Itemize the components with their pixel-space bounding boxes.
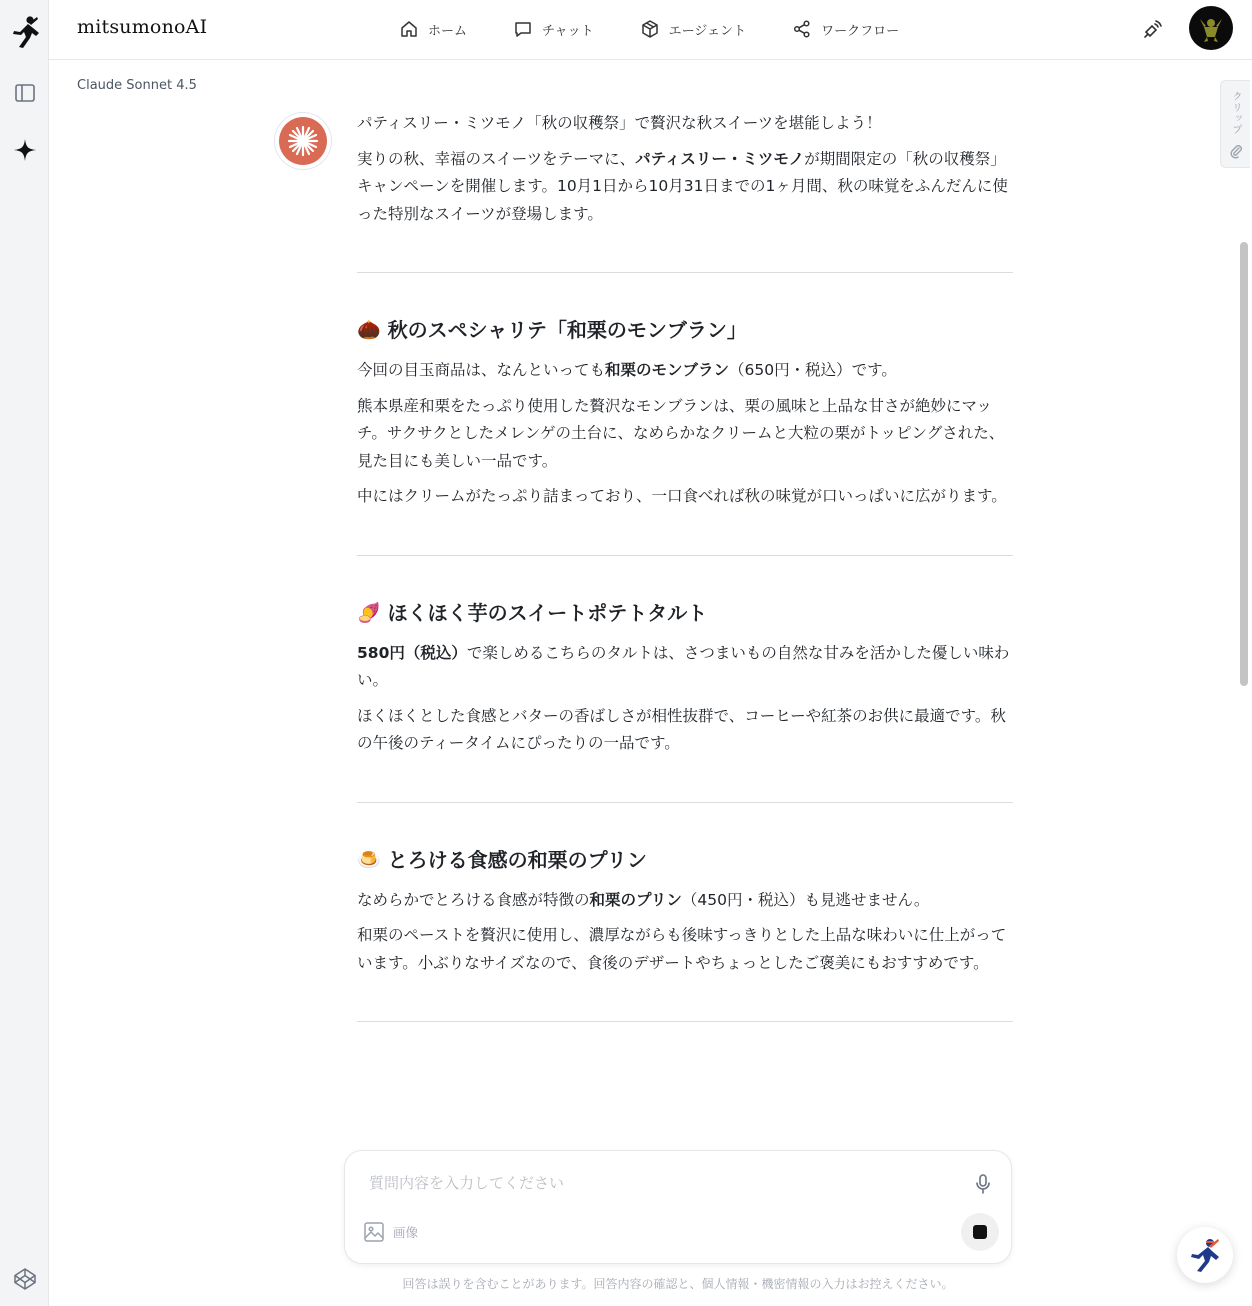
image-attach-button[interactable] [363,1221,418,1243]
pudding-icon: 🍮 [357,848,381,871]
codepen-icon[interactable] [0,1259,49,1299]
section-paragraph: 今回の目玉商品は、なんといっても和栗のモンブラン（650円・税込）です。 [357,361,897,379]
chestnut-icon: 🌰 [357,319,381,341]
nav-home-label: ホーム [428,23,468,39]
main-nav [399,14,945,44]
divider [357,555,1013,556]
assistant-message [357,110,1013,1022]
nav-workflow-label: ワークフロー [821,23,900,39]
question-input[interactable] [369,1169,949,1197]
cube-icon [640,19,660,39]
sparkle-icon[interactable] [0,130,49,170]
scrollbar-thumb[interactable] [1240,242,1248,686]
help-assistant-button[interactable] [1177,1227,1233,1283]
nav-agent-label: エージェント [668,23,747,39]
disclaimer-text: 回答は誤りを含むことがあります。回答内容の確認と、個人情報・機密情報の入力はお控えください。 [402,1277,954,1291]
sweet-potato-icon: 🍠 [357,601,381,624]
nav-agent[interactable] [640,14,746,44]
section-paragraph: なめらかでとろける食感が特徴の和栗のプリン（450円・税込）も見逃せません。 [357,890,930,909]
divider [357,272,1013,273]
section-paragraph: 和栗のペーストを贅沢に使用し、濃厚ながらも後味すっきりとした上品な味わいに仕上がっています。小ぶりなサイズなので、食後のデザートやちょっとしたご褒美にもおすすめです。 [357,926,1007,972]
intro-paragraph: 実りの秋、幸福のスイーツをテーマに、パティスリー・ミツモノが期間限定の「秋の収穫祭」キャンペーンを開催します。10月1日から10月31日までの1ヶ月間、秋の味覚をふんだんに使った特別なスイーツが登場します。 [357,149,1008,223]
claude-burst-icon [279,117,327,165]
left-rail [0,0,49,1306]
model-label[interactable]: Claude Sonnet 4.5 [77,78,197,93]
nav-chat-label: チャット [542,23,594,39]
section-paragraph: 580円（税込）で楽しめるこちらのタルトは、さつまいもの自然な甘みを活かした優しい味わい。 [357,643,1010,689]
home-icon [399,19,419,39]
section-paragraph: 中にはクリームがたっぷり詰まっており、一口食べれば秋の味覚が口いっぱいに広がります。 [357,487,1007,505]
top-header [49,0,1252,60]
cast-icon[interactable] [1142,18,1164,44]
image-attach-label: 画像 [393,1225,419,1240]
message-title: パティスリー・ミツモノ「秋の収穫祭」で贅沢な秋スイーツを堪能しよう！ [357,114,882,132]
image-icon [363,1221,385,1243]
nav-home[interactable] [399,14,467,44]
sidebar-toggle-icon[interactable] [0,73,49,113]
section-paragraph: 熊本県産和栗をたっぷり使用した贅沢なモンブランは、栗の風味と上品な甘さが絶妙にマッチ。サクサクとしたメレンゲの土台に、なめらかなクリームと大粒の栗がトッピングされた、見た目にも美しい一品です。 [357,396,1005,470]
section-paragraph: ほくほくとした食感とバターの香ばしさが相性抜群で、コーヒーや紅茶のお供に最適です。秋の午後のティータイムにぴったりの一品です。 [357,706,1006,752]
assistant-avatar [274,112,332,170]
section-heading: 🌰 秋のスペシャリテ「和栗のモンブラン」 [357,315,1013,345]
microphone-icon[interactable] [973,1173,993,1199]
app-logo-icon[interactable] [0,12,49,52]
section-heading: 🍮 とろける食感の和栗のプリン [357,845,1013,875]
nav-workflow[interactable] [792,14,899,44]
brand-name[interactable]: mitsumonoAI [77,16,208,38]
stop-generation-button[interactable] [961,1213,999,1251]
chat-composer [344,1150,1012,1264]
stop-icon [973,1225,987,1239]
nav-chat[interactable] [513,14,594,44]
section-heading: 🍠 ほくほく芋のスイートポテトタルト [357,598,1013,628]
divider [357,802,1013,803]
user-avatar[interactable] [1189,6,1233,50]
ninja-mascot-icon [1186,1236,1224,1274]
share-icon [792,19,812,39]
divider [357,1021,1013,1022]
chat-icon [513,19,533,39]
clip-tab-label: クリップ [1230,91,1241,135]
